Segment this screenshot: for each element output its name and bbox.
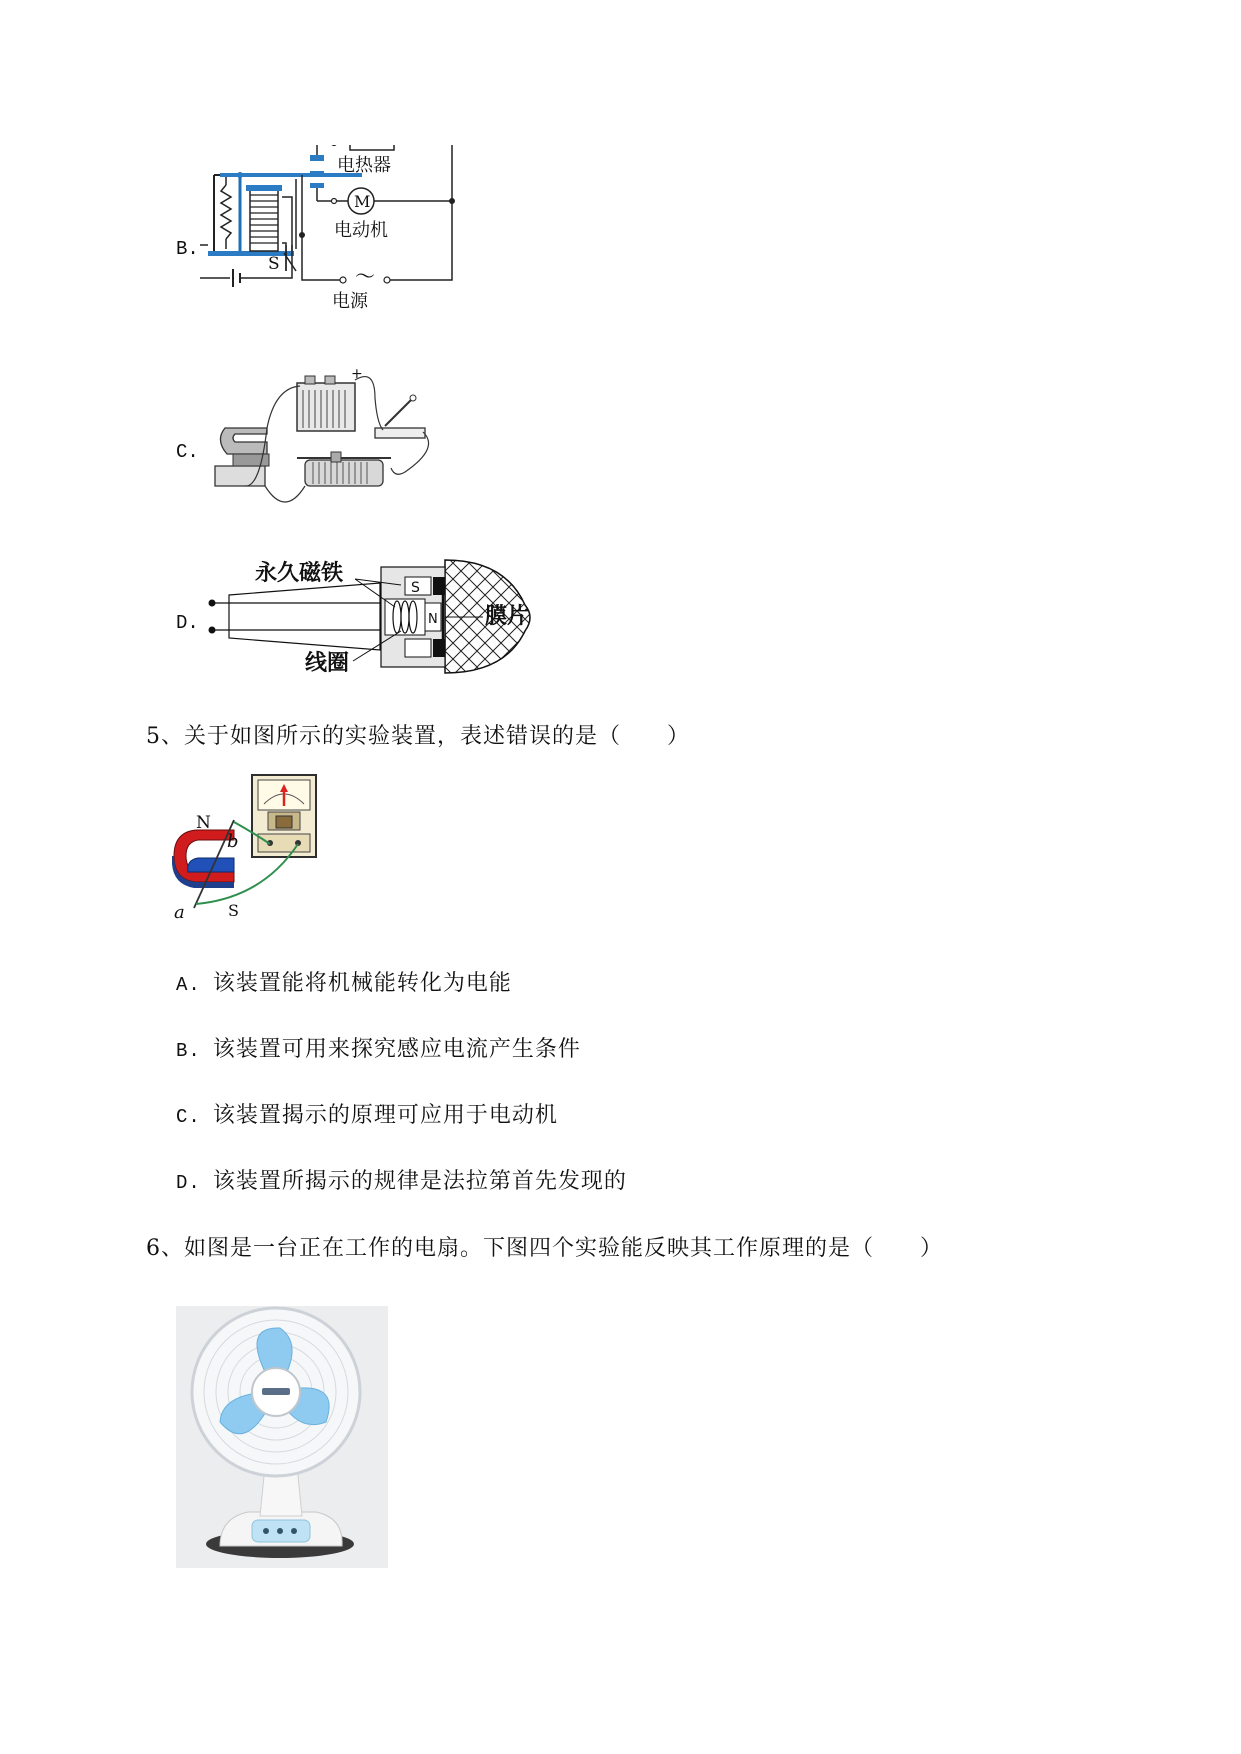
ac-symbol: ～: [355, 264, 375, 288]
relay-circuit-diagram: [200, 145, 470, 345]
option-c-label: C.: [176, 441, 199, 463]
motor-label: 电动机: [334, 220, 388, 241]
q5-choice-a[interactable]: [176, 966, 512, 997]
question-6-number: 6、: [146, 1236, 184, 1261]
s-pole-label: S: [228, 901, 239, 920]
electromagnet-apparatus-figure: [205, 368, 460, 533]
q5-choice-c-label: C.: [176, 1106, 201, 1128]
question-5-stem: 关于如图所示的实验装置，表述错误的是（ ）: [184, 724, 691, 749]
point-b-label: b: [227, 831, 239, 852]
power-label: 电源: [332, 291, 368, 312]
option-b-label: B.: [176, 238, 199, 260]
n-pole-label: N: [196, 813, 211, 833]
q5-choice-a-text: 该装置能将机械能转化为电能: [212, 971, 512, 996]
switch-label: S: [268, 254, 280, 274]
coil-label: 线圈: [305, 651, 350, 676]
q5-choice-b[interactable]: [176, 1032, 581, 1063]
question-6-stem: 如图是一台正在工作的电扇。下图四个实验能反映其工作原理的是（ ）: [184, 1236, 944, 1261]
question-5-number: 5、: [146, 724, 184, 749]
q5-choice-d[interactable]: [176, 1164, 627, 1195]
q5-choice-a-label: A.: [176, 974, 201, 996]
microphone-diagram: [205, 555, 550, 680]
q5-choice-c-text: 该装置揭示的原理可应用于电动机: [212, 1103, 558, 1128]
point-a-label: a: [174, 902, 185, 922]
plus-sign: +: [351, 368, 363, 382]
q5-choice-b-text: 该装置可用来探究感应电流产生条件: [212, 1037, 581, 1062]
diaphragm-label: 膜片: [485, 604, 530, 629]
induction-experiment-figure: [172, 772, 320, 922]
question-6: [146, 1231, 943, 1262]
question-5: [146, 719, 690, 750]
motor-symbol: M: [354, 192, 371, 211]
electric-fan-photo: [176, 1306, 388, 1568]
option-d-label: D.: [176, 612, 199, 634]
q5-choice-b-label: B.: [176, 1040, 201, 1062]
magnet-s-pole: S: [411, 580, 420, 596]
q5-choice-d-text: 该装置所揭示的规律是法拉第首先发现的: [212, 1169, 627, 1194]
q5-choice-d-label: D.: [176, 1172, 201, 1194]
permanent-magnet-label: 永久磁铁: [255, 561, 344, 586]
magnet-n-pole: N: [428, 612, 438, 627]
q5-choice-c[interactable]: [176, 1098, 558, 1129]
heater-label: 电热器: [337, 155, 391, 176]
